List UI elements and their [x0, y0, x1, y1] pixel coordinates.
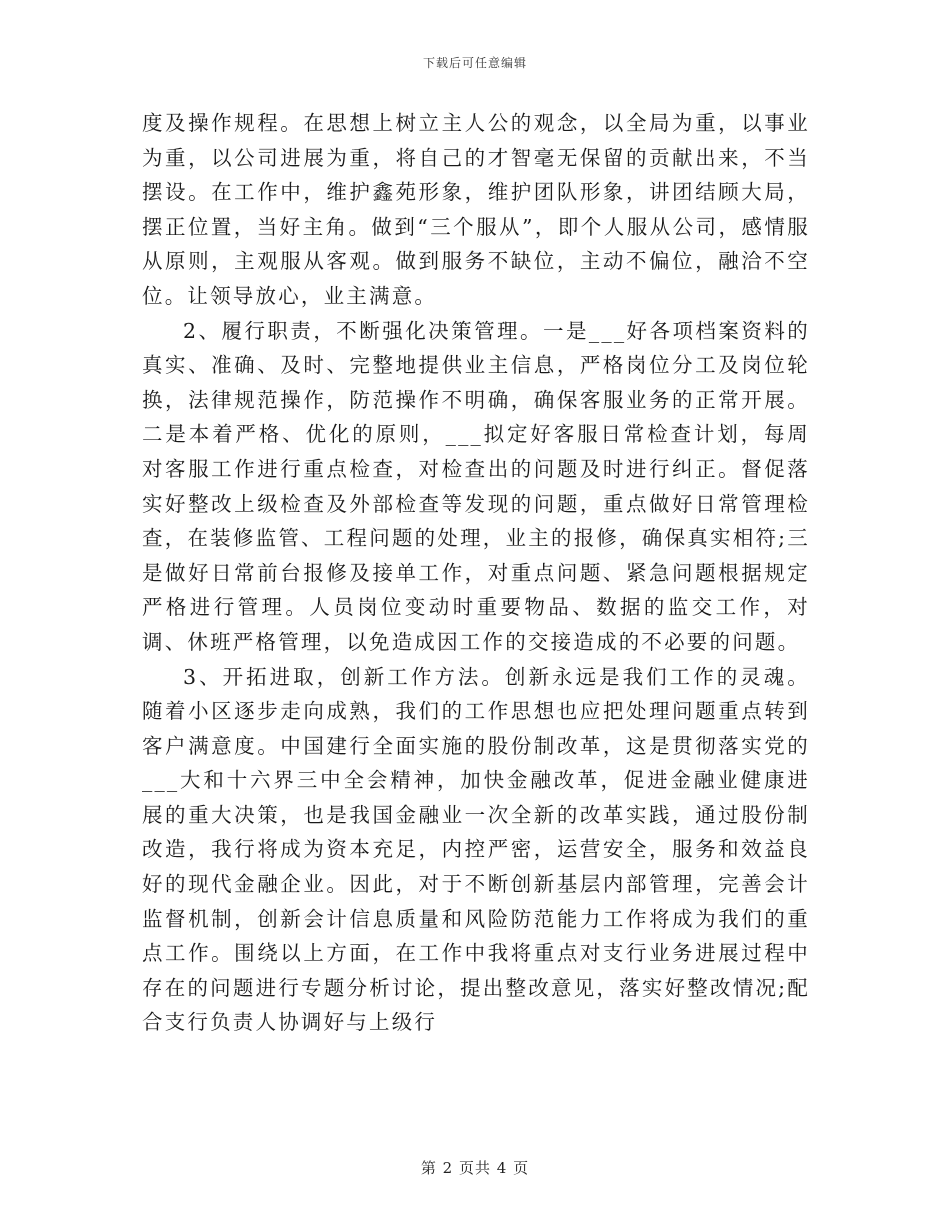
- document-body: [142, 106, 810, 1040]
- page-header: 下载后可任意编辑: [422, 56, 527, 70]
- paragraph-continuation: 度及操作规程。在思想上树立主人公的观念，以全局为重，以事业为重，以公司进展为重，将自己的才智毫无保留的贡献出来，不当摆设。在工作中，维护鑫苑形象，维护团队形象，讲团结顾大局，摆正位置，当好主角。做到“三个服从”，即个人服从公司，感情服从原则，主观服从客观。做到服务不缺位，主动不偏位，融洽不空位。让领导放心，业主满意。: [142, 111, 810, 308]
- page-number-footer: 第 2 页共 4 页: [420, 1159, 530, 1177]
- paragraph-item-2: 2、履行职责，不断强化决策管理。一是___好各项档案资料的真实、准确、及时、完整地提供业主信息，严格岗位分工及岗位轮换，法律规范操作，防范操作不明确，确保客服业务的正常开展。二是本着严格、优化的原则，___拟定好客服日常检查计划，每周对客服工作进行重点检查，对检查出的问题及时进行纠正。督促落实好整改上级检查及外部检查等发现的问题，重点做好日常管理检查，在装修监管、工程问题的处理，业主的报修，确保真实相符;三是做好日常前台报修及接单工作，对重点问题、紧急问题根据规定严格进行管理。人员岗位变动时重要物品、数据的监交工作，对调、休班严格管理，以免造成因工作的交接造成的不必要的问题。: [142, 318, 810, 654]
- paragraph-item-3: 3、开拓进取，创新工作方法。创新永远是我们工作的灵魂。随着小区逐步走向成熟，我们的工作思想也应把处理问题重点转到客户满意度。中国建行全面实施的股份制改革，这是贯彻落实党的___大和十六界三中全会精神，加快金融改革，促进金融业健康进展的重大决策，也是我国金融业一次全新的改革实践，通过股份制改造，我行将成为资本充足，内控严密，运营安全，服务和效益良好的现代金融企业。因此，对于不断创新基层内部管理，完善会计监督机制，创新会计信息质量和风险防范能力工作将成为我们的重点工作。围绕以上方面，在工作中我将重点对支行业务进展过程中存在的问题进行专题分析讨论，提出整改意见，落实好整改情况;配合支行负责人协调好与上级行: [142, 664, 810, 1035]
